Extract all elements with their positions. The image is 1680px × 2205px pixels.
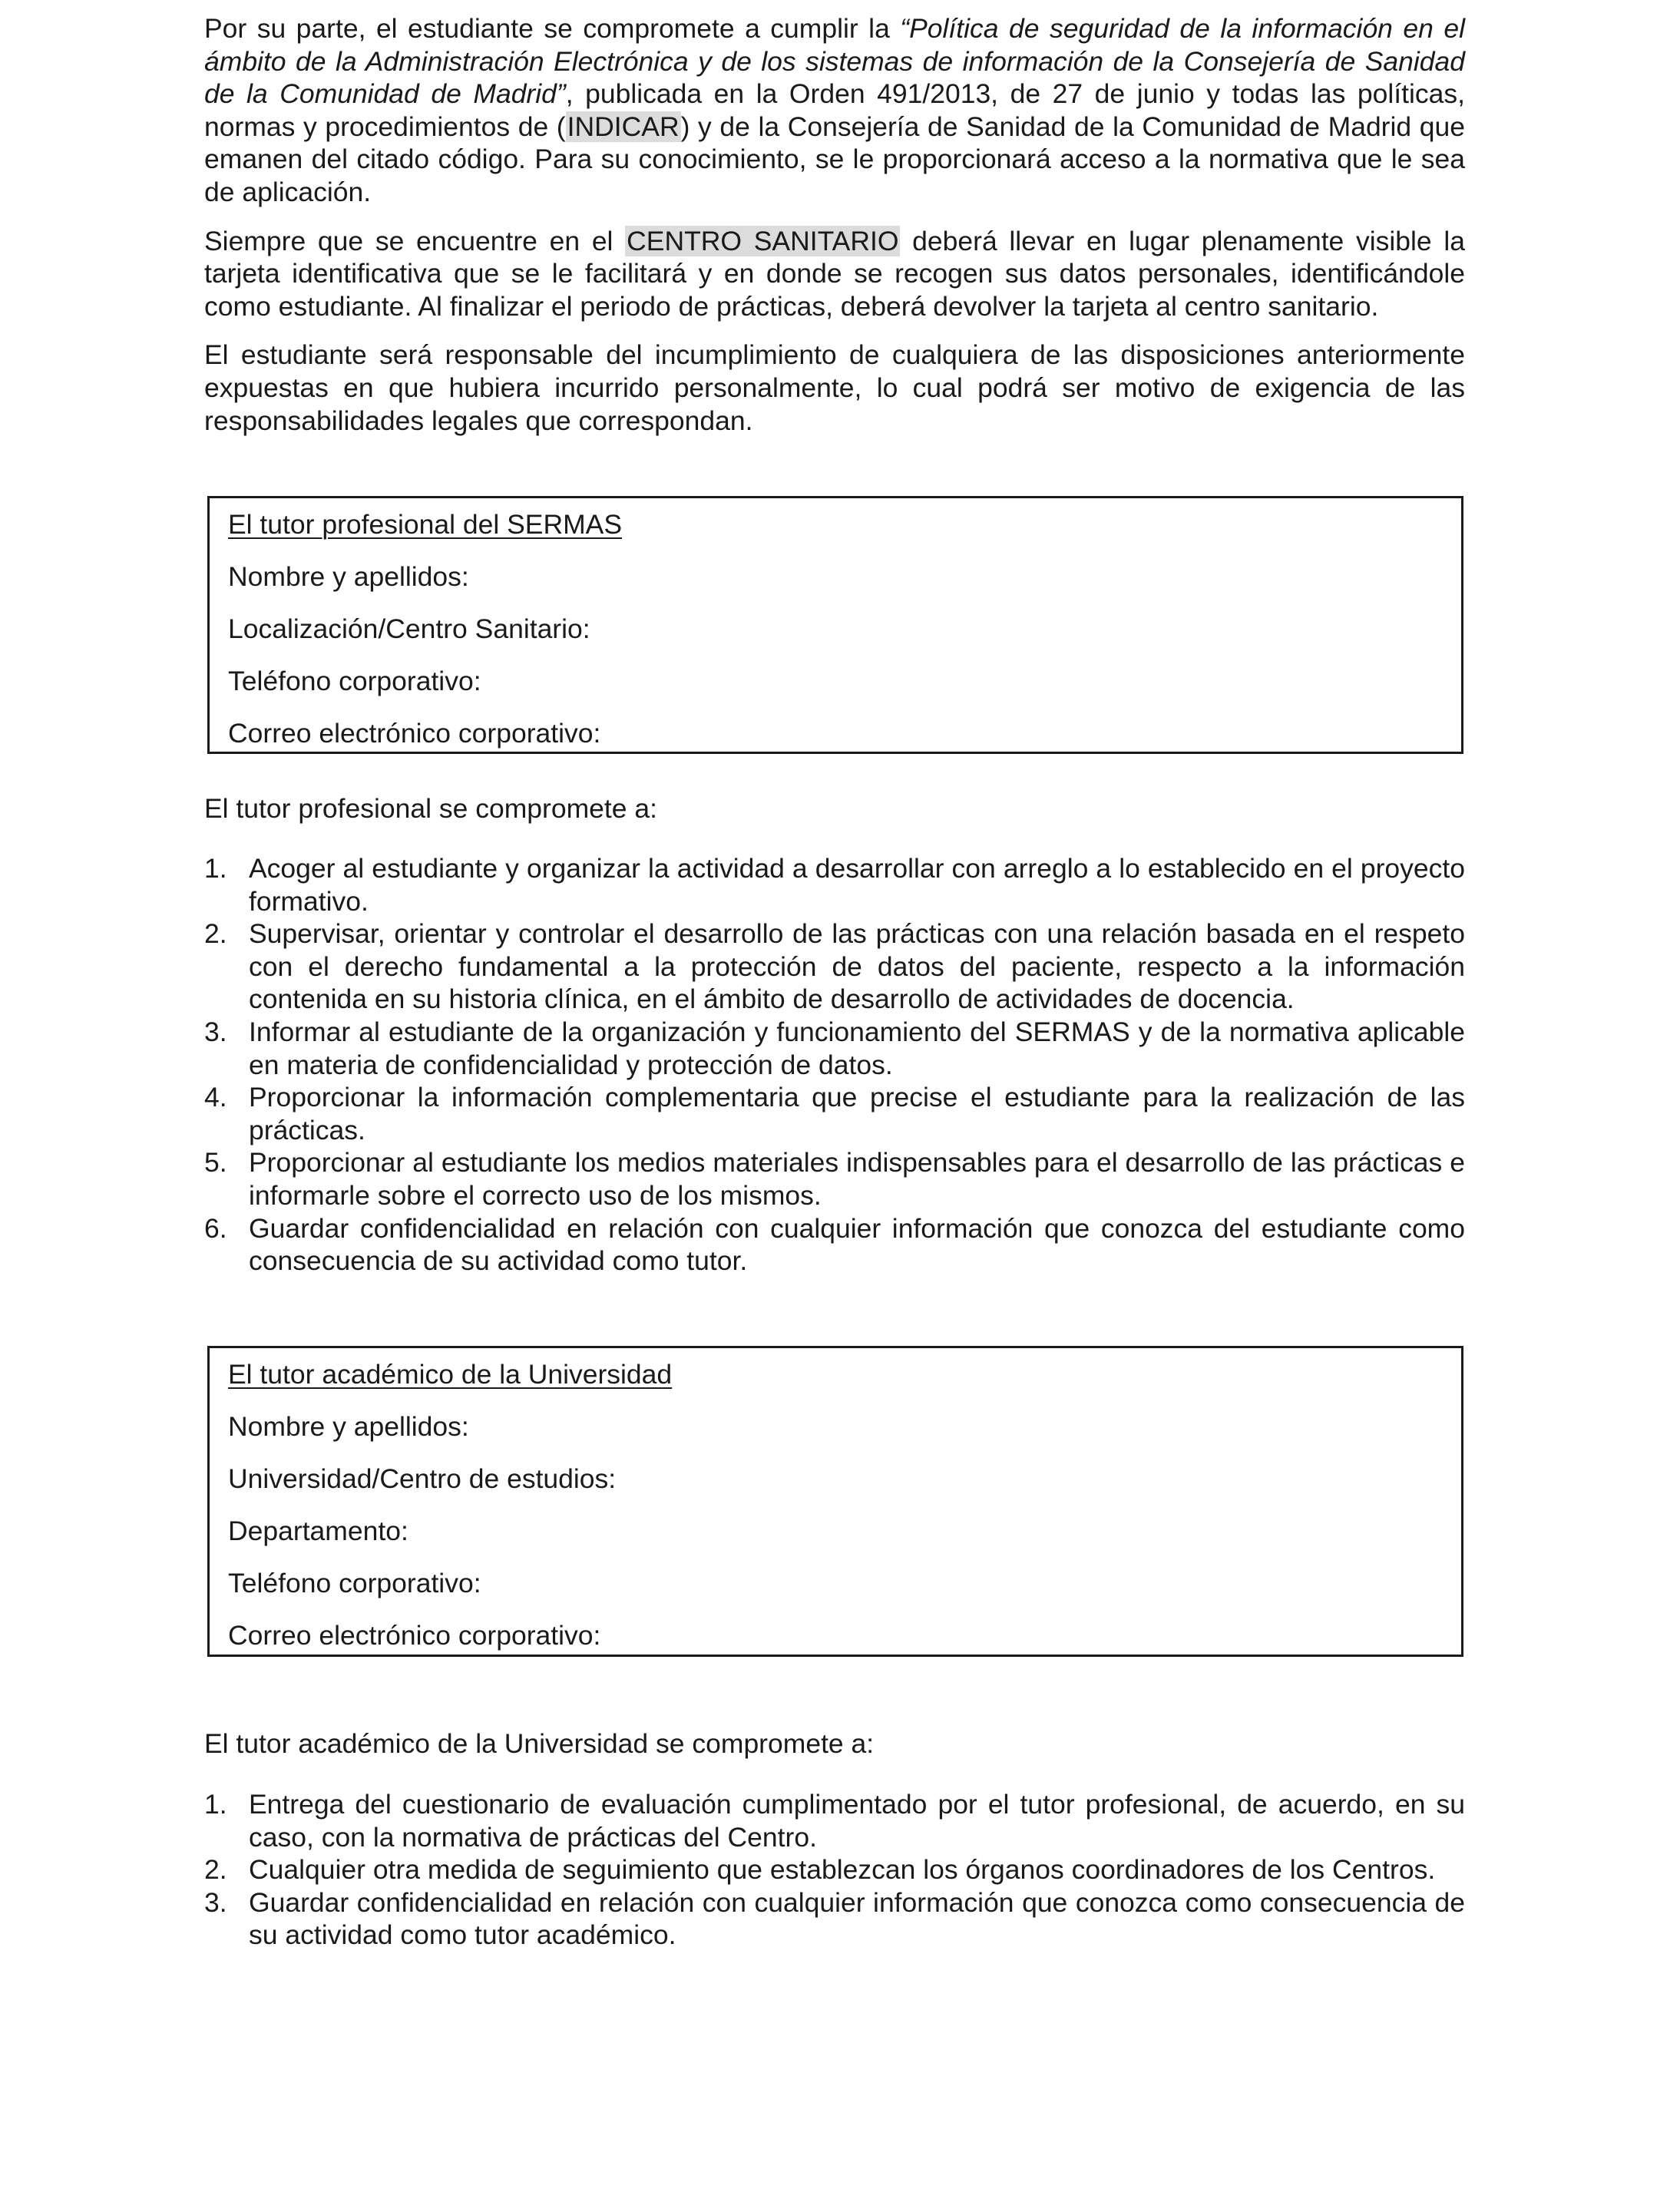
list-number: 3.	[204, 1016, 227, 1047]
list-item	[204, 1016, 1465, 1081]
list-number: 1.	[204, 1789, 227, 1820]
tutor-academico-title: El tutor académico de la Universidad	[228, 1359, 673, 1390]
list-number: 3.	[204, 1886, 227, 1918]
list-text: Informar al estudiante de la organización y funcionamiento del SERMAS y de la normativa aplicable en materia de confidencialidad y protección de datos.	[249, 1016, 1465, 1080]
tutor-profesional-box	[207, 496, 1463, 754]
list-text: Proporcionar la información complementaria que precise el estudiante para la realización de las prácticas.	[249, 1082, 1465, 1145]
list-text: Guardar confidencialidad en relación con cualquier información que conozca del estudiante como consecuencia de su actividad como tutor.	[249, 1212, 1465, 1277]
p1-start: Por su parte, el estudiante se compromete a cumplir la	[204, 13, 901, 44]
list-number: 2.	[204, 918, 227, 950]
field-nombre[interactable]: Nombre y apellidos:	[228, 561, 469, 592]
field-correo[interactable]: Correo electrónico corporativo:	[228, 1620, 601, 1651]
field-correo[interactable]: Correo electrónico corporativo:	[228, 718, 601, 749]
paragraph-security-policy	[204, 0, 1465, 209]
p1-end: ) y de la Consejería de Sanidad de la Comunidad de Madrid que emanen del citado código. Para su conocimiento, se le proporcionará acceso a la normativa que le sea de aplicación.	[204, 111, 1465, 207]
p1-middle: , publicada en la Orden 491/2013, de 27 de junio y todas las políticas, normas y procedimientos de (	[204, 78, 1466, 142]
list-item	[204, 1146, 1465, 1212]
field-universidad[interactable]: Universidad/Centro de estudios:	[228, 1463, 617, 1494]
document-body	[204, 0, 1465, 437]
p2-end: deberá llevar en lugar plenamente visible la tarjeta identificativa que se le facilitará y en donde se recogen sus datos personales, identificándole como estudiante. Al finalizar el periodo de prácticas, deberá devolver la tarjeta al centro sanitario.	[204, 225, 1465, 322]
list-item	[204, 1886, 1465, 1952]
field-departamento[interactable]: Departamento:	[228, 1516, 408, 1546]
list-item	[204, 917, 1465, 1016]
list-item	[204, 852, 1465, 917]
field-telefono[interactable]: Teléfono corporativo:	[228, 1568, 481, 1598]
list-text: Entrega del cuestionario de evaluación cumplimentado por el tutor profesional, de acuerdo, en su caso, con la normativa de prácticas del Centro.	[249, 1789, 1465, 1853]
tutor-academico-intro: El tutor académico de la Universidad se compromete a:	[204, 1728, 875, 1759]
list-item	[204, 1081, 1465, 1146]
list-number: 4.	[204, 1082, 227, 1113]
field-telefono[interactable]: Teléfono corporativo:	[228, 666, 481, 696]
tutor-profesional-title: El tutor profesional del SERMAS	[228, 509, 623, 540]
field-localizacion[interactable]: Localización/Centro Sanitario:	[228, 613, 590, 644]
list-text: Cualquier otra medida de seguimiento que establezcan los órganos coordinadores de los Centros.	[249, 1854, 1436, 1886]
tutor-profesional-intro: El tutor profesional se compromete a:	[204, 793, 657, 824]
list-number: 1.	[204, 853, 227, 884]
list-text: Proporcionar al estudiante los medios materiales indispensables para el desarrollo de las prácticas e informarle sobre el correcto uso de los mismos.	[249, 1147, 1465, 1211]
list-item	[204, 1788, 1465, 1853]
list-number: 2.	[204, 1854, 227, 1886]
tutor-profesional-list	[204, 852, 1465, 1278]
list-number: 5.	[204, 1147, 227, 1179]
list-number: 6.	[204, 1212, 227, 1244]
list-item	[204, 1853, 1465, 1886]
p1-policy-title: “Política de seguridad de la información en el ámbito de la Administración Electrónica y de los sistemas de información de la Consejería de Sanidad de la Comunidad de Madrid”	[204, 13, 1465, 110]
list-text: Acoger al estudiante y organizar la actividad a desarrollar con arreglo a lo establecido en el proyecto formativo.	[249, 853, 1465, 917]
tutor-academico-box	[207, 1346, 1463, 1657]
paragraph-identification-card	[204, 225, 1465, 323]
list-text: Supervisar, orientar y controlar el desarrollo de las prácticas con una relación basada en el respeto con el derecho fundamental a la protección de datos del paciente, respecto a la información contenida en su historia clínica, en el ámbito de desarrollo de actividades de docencia.	[249, 918, 1465, 1015]
placeholder-centro-sanitario[interactable]: CENTRO SANITARIO	[627, 225, 899, 256]
p2-start: Siempre que se encuentre en el	[204, 225, 626, 256]
paragraph-responsibility: El estudiante será responsable del incumplimiento de cualquiera de las disposiciones anteriormente expuestas en que hubiera incurrido personalmente, lo cual podrá ser motivo de exigencia de las responsabilidades legales que correspondan.	[204, 339, 1465, 436]
field-nombre[interactable]: Nombre y apellidos:	[228, 1411, 469, 1442]
tutor-academico-list	[204, 1788, 1465, 1952]
placeholder-indicar[interactable]: INDICAR	[567, 111, 680, 142]
list-item	[204, 1212, 1465, 1278]
list-text: Guardar confidencialidad en relación con cualquier información que conozca como consecuencia de su actividad como tutor académico.	[249, 1886, 1465, 1951]
